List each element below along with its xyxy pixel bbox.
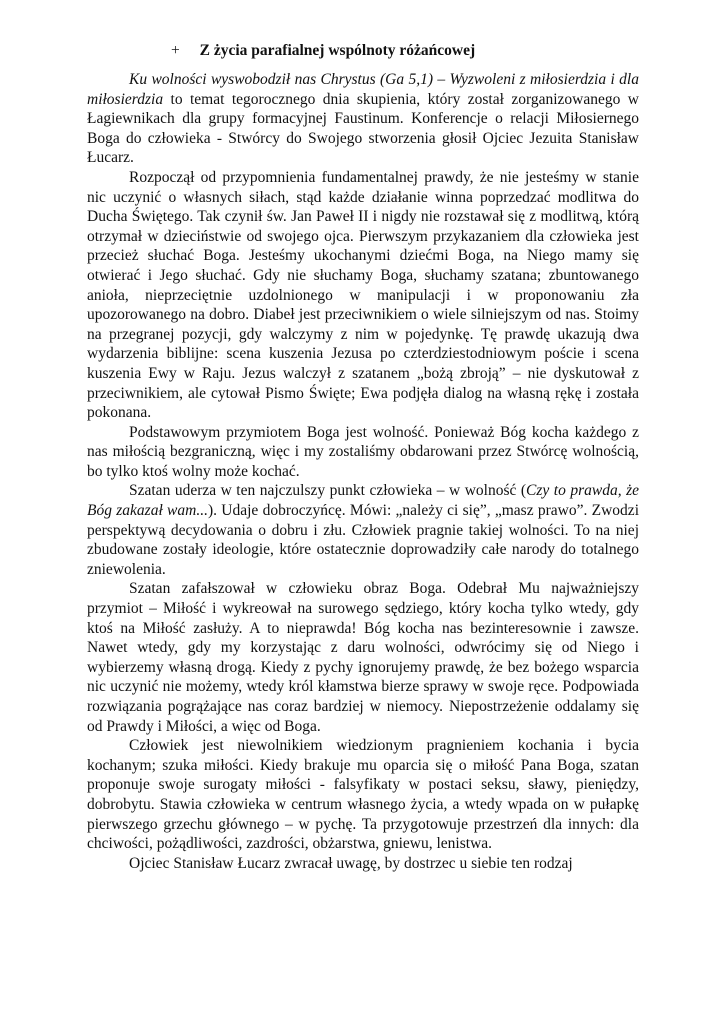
text-run: Człowiek jest niewolnikiem wiedzionym pragnieniem kochania i bycia kochanym; szuka miłości. Kiedy brakuje mu oparcia się o miłość Pana Boga, szatan proponuje swoje surogaty miłości - falsyfikaty w postaci seksu, sławy, pieniędzy, dobrobytu. Stawia człowieka w centrum własnego życia, a wtedy wpada on w pułapkę pierwszego grzechu głównego – w pychę. Ta przygotowuje przestrzeń dla innych: dla chciwości, pożądliwości, zazdrości, obżarstwa, gniewu, lenistwa.: [87, 737, 639, 853]
text-run: Podstawowym przymiotem Boga jest wolność. Ponieważ Bóg kocha każdego z nas miłością bezgraniczną, więc i my zostaliśmy obdarowani przez Stwórcę wolnością, bo tylko ktoś wolny może kochać.: [87, 423, 639, 480]
document-body: [87, 70, 639, 873]
paragraph: [87, 736, 639, 854]
document-title: [87, 40, 639, 62]
text-run: ). Udaje dobroczyńcę. Mówi: „należy ci się”, „masz prawo”. Zwodzi perspektywą decydowania o dobru i złu. Człowiek pragnie takiej wolności. To na niej zbudowane zostały ideologie, które ostatecznie doprowadziły całe narody do totalnego zniewolenia.: [87, 502, 639, 578]
text-run: to temat tegorocznego dnia skupienia, który został zorganizowanego w Łagiewnikach dla grupy formacyjnej Faustinum. Konferencje o relacji Miłosiernego Boga do człowieka - Stwórcy do Swojego stworzenia głosił Ojciec Jezuita Stanisław Łucarz.: [87, 90, 639, 167]
text-run: Szatan uderza w ten najczulszy punkt człowieka – w wolność (: [129, 482, 527, 500]
italic-text-run: Czy to prawda, że Bóg zakazał wam...: [87, 482, 640, 520]
text-run: Rozpoczął od przypomnienia fundamentalnej prawdy, że nie jesteśmy w stanie nic uczynić o własnych siłach, stąd każde działanie winna poprzedzać modlitwa do Ducha Świętego. Tak czynił św. Jan Paweł II i nigdy nie rozstawał się z modlitwą, którą otrzymał w dzieciństwie od swojego ojca. Pierwszym przykazaniem dla człowieka jest przecież słuchać Boga. Jesteśmy ukochanymi dziećmi Boga, na Niego mamy się otwierać i Jego słuchać. Gdy nie słuchamy Boga, słuchamy szatana; zbuntowanego anioła, nieprzeciętnie uzdolnionego w manipulacji i w proponowaniu zła upozorowanego na dobro. Diabeł jest przeciwnikiem o wiele silniejszym od nas. Stoimy na przegranej pozycji, gdy walczymy z nim w pojedynkę. Tę prawdę ukazują dwa wydarzenia biblijne: scena kuszenia Jezusa po czterdziestodniowym poście i scena kuszenia Ewy w Raju. Jezus walczył z szatanem „bożą zbroją” – nie dyskutował z przeciwnikiem, ale cytował Pismo Święte; Ewa podjęła dialog na własną rękę i została pokonana.: [87, 168, 639, 422]
text-run: Ojciec Stanisław Łucarz zwracał uwagę, by dostrzec u siebie ten rodzaj: [129, 854, 573, 872]
document-page: [87, 40, 639, 873]
paragraph: [87, 854, 639, 874]
italic-text-run: Ku wolności wyswobodził nas Chrystus (Ga 5,1) – Wyzwoleni z miłosierdzia i dla miłosierdzia: [87, 71, 639, 108]
paragraph: [87, 70, 639, 168]
paragraph: [87, 579, 639, 736]
document-title-text: Z życia parafialnej wspólnoty różańcowej: [199, 42, 476, 59]
paragraph: [87, 481, 639, 579]
paragraph: [87, 168, 639, 423]
cross-icon: +: [171, 42, 180, 59]
text-run: Szatan zafałszował w człowieku obraz Boga. Odebrał Mu najważniejszy przymiot – Miłość i wykreował na surowego sędziego, który kocha tylko wtedy, gdy ktoś na Miłość zasłuży. A to nieprawda! Bóg kocha nas bezinteresownie i zawsze. Nawet wtedy, gdy my korzystając z daru wolności, odwrócimy się od Niego i wybierzemy własną drogą. Kiedy z pychy ignorujemy prawdę, że bez bożego wsparcia nic uczynić nie możemy, wtedy król kłamstwa bierze sprawy w swoje ręce. Podpowiada rozwiązania pogrążające nas coraz bardziej w niemocy. Niepostrzeżenie oddalamy się od Prawdy i Miłości, a więc od Boga.: [87, 580, 639, 735]
paragraph: [87, 423, 639, 482]
